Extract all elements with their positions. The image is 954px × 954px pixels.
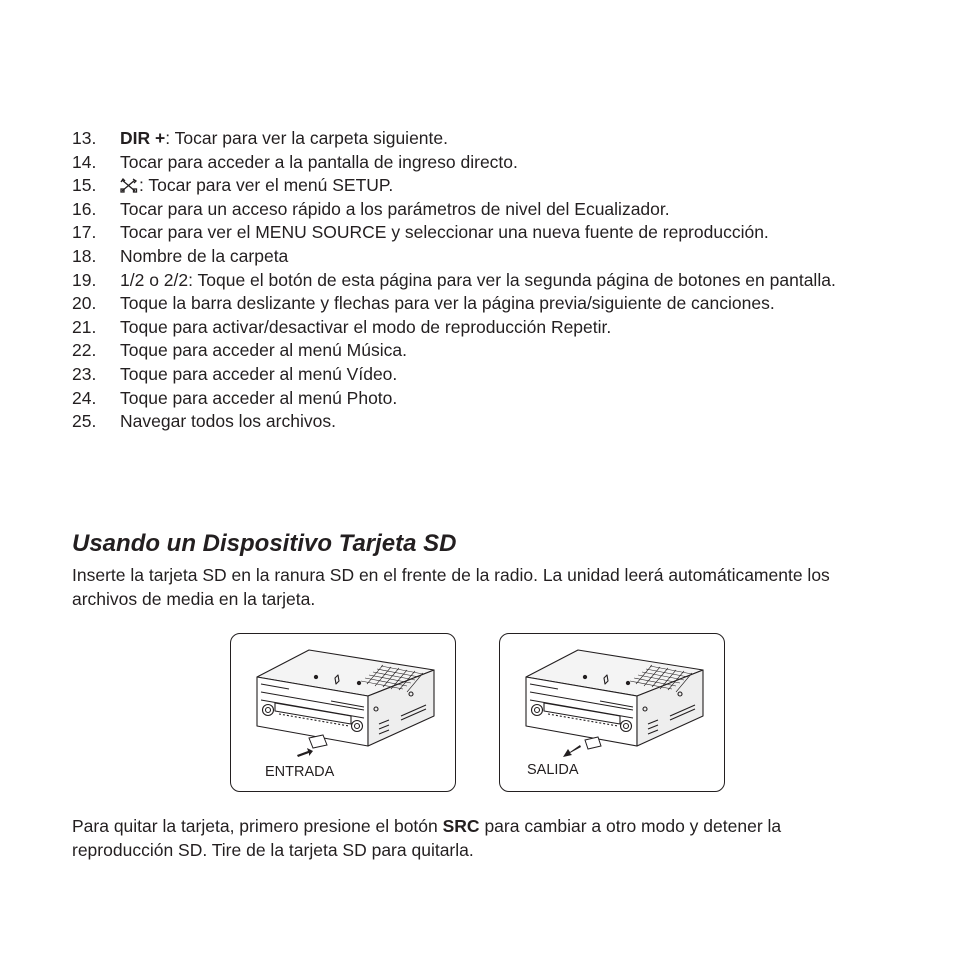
item-number: 20. bbox=[72, 293, 97, 314]
item-number: 18. bbox=[72, 245, 97, 266]
item-text: : Tocar para ver la carpeta siguiente. bbox=[165, 128, 448, 148]
list-item bbox=[72, 151, 892, 175]
outro-text-before: Para quitar la tarjeta, primero presione el botón bbox=[72, 816, 443, 836]
list-item bbox=[72, 198, 892, 222]
item-text: 1/2 o 2/2: Toque el botón de esta página para ver la segunda página de botones en pantalla. bbox=[120, 269, 836, 290]
item-text: Toque para acceder al menú Música. bbox=[120, 340, 407, 361]
item-number: 13. bbox=[72, 128, 97, 148]
list-item bbox=[72, 127, 892, 151]
list-item bbox=[72, 387, 892, 411]
item-number: 25. bbox=[72, 411, 97, 432]
src-button-name: SRC bbox=[442, 816, 480, 836]
list-item bbox=[72, 410, 892, 434]
item-text: Tocar para acceder a la pantalla de ingreso directo. bbox=[120, 151, 518, 172]
list-item bbox=[72, 316, 892, 340]
outro-text-after: para cambiar a otro modo y detener la reproducción SD. Tire de la tarjeta SD para quitarla. bbox=[72, 816, 782, 860]
item-text: Toque para acceder al menú Photo. bbox=[120, 387, 398, 408]
item-number: 14. bbox=[72, 151, 97, 172]
item-number: 22. bbox=[72, 340, 97, 361]
item-number: 23. bbox=[72, 363, 97, 384]
item-number: 24. bbox=[72, 387, 97, 408]
remove-figure bbox=[499, 633, 725, 792]
instruction-list bbox=[72, 127, 892, 434]
item-text: Navegar todos los archivos. bbox=[120, 411, 336, 432]
outro-paragraph bbox=[72, 815, 872, 862]
list-item bbox=[72, 363, 892, 387]
item-bold-label: DIR + bbox=[120, 128, 166, 148]
list-item bbox=[72, 174, 892, 198]
list-item bbox=[72, 221, 892, 245]
item-text: : Tocar para ver el menú SETUP. bbox=[139, 175, 394, 196]
setup-tools-icon bbox=[120, 178, 138, 193]
list-item bbox=[72, 269, 892, 293]
list-item bbox=[72, 292, 892, 316]
item-text: Nombre de la carpeta bbox=[120, 245, 289, 266]
item-text: Toque la barra deslizante y flechas para ver la página previa/siguiente de canciones. bbox=[120, 293, 775, 314]
remove-label: SALIDA bbox=[527, 762, 579, 778]
list-item bbox=[72, 339, 892, 363]
section-heading: Usando un Dispositivo Tarjeta SD bbox=[72, 530, 457, 557]
insert-label: ENTRADA bbox=[265, 764, 335, 780]
item-number: 16. bbox=[72, 198, 97, 219]
insert-figure bbox=[230, 633, 456, 792]
item-text: Toque para activar/desactivar el modo de reproducción Repetir. bbox=[120, 316, 612, 337]
item-number: 15. bbox=[72, 175, 97, 196]
list-item bbox=[72, 245, 892, 269]
item-text: Toque para acceder al menú Vídeo. bbox=[120, 363, 398, 384]
item-number: 19. bbox=[72, 269, 97, 290]
item-text: Tocar para un acceso rápido a los parámetros de nivel del Ecualizador. bbox=[120, 198, 670, 219]
item-number: 21. bbox=[72, 316, 97, 337]
item-text: Tocar para ver el MENU SOURCE y seleccionar una nueva fuente de reproducción. bbox=[120, 222, 769, 243]
item-number: 17. bbox=[72, 222, 97, 243]
intro-paragraph: Inserte la tarjeta SD en la ranura SD en el frente de la radio. La unidad leerá automáticamente los archivos de media en la tarjeta. bbox=[72, 565, 830, 609]
